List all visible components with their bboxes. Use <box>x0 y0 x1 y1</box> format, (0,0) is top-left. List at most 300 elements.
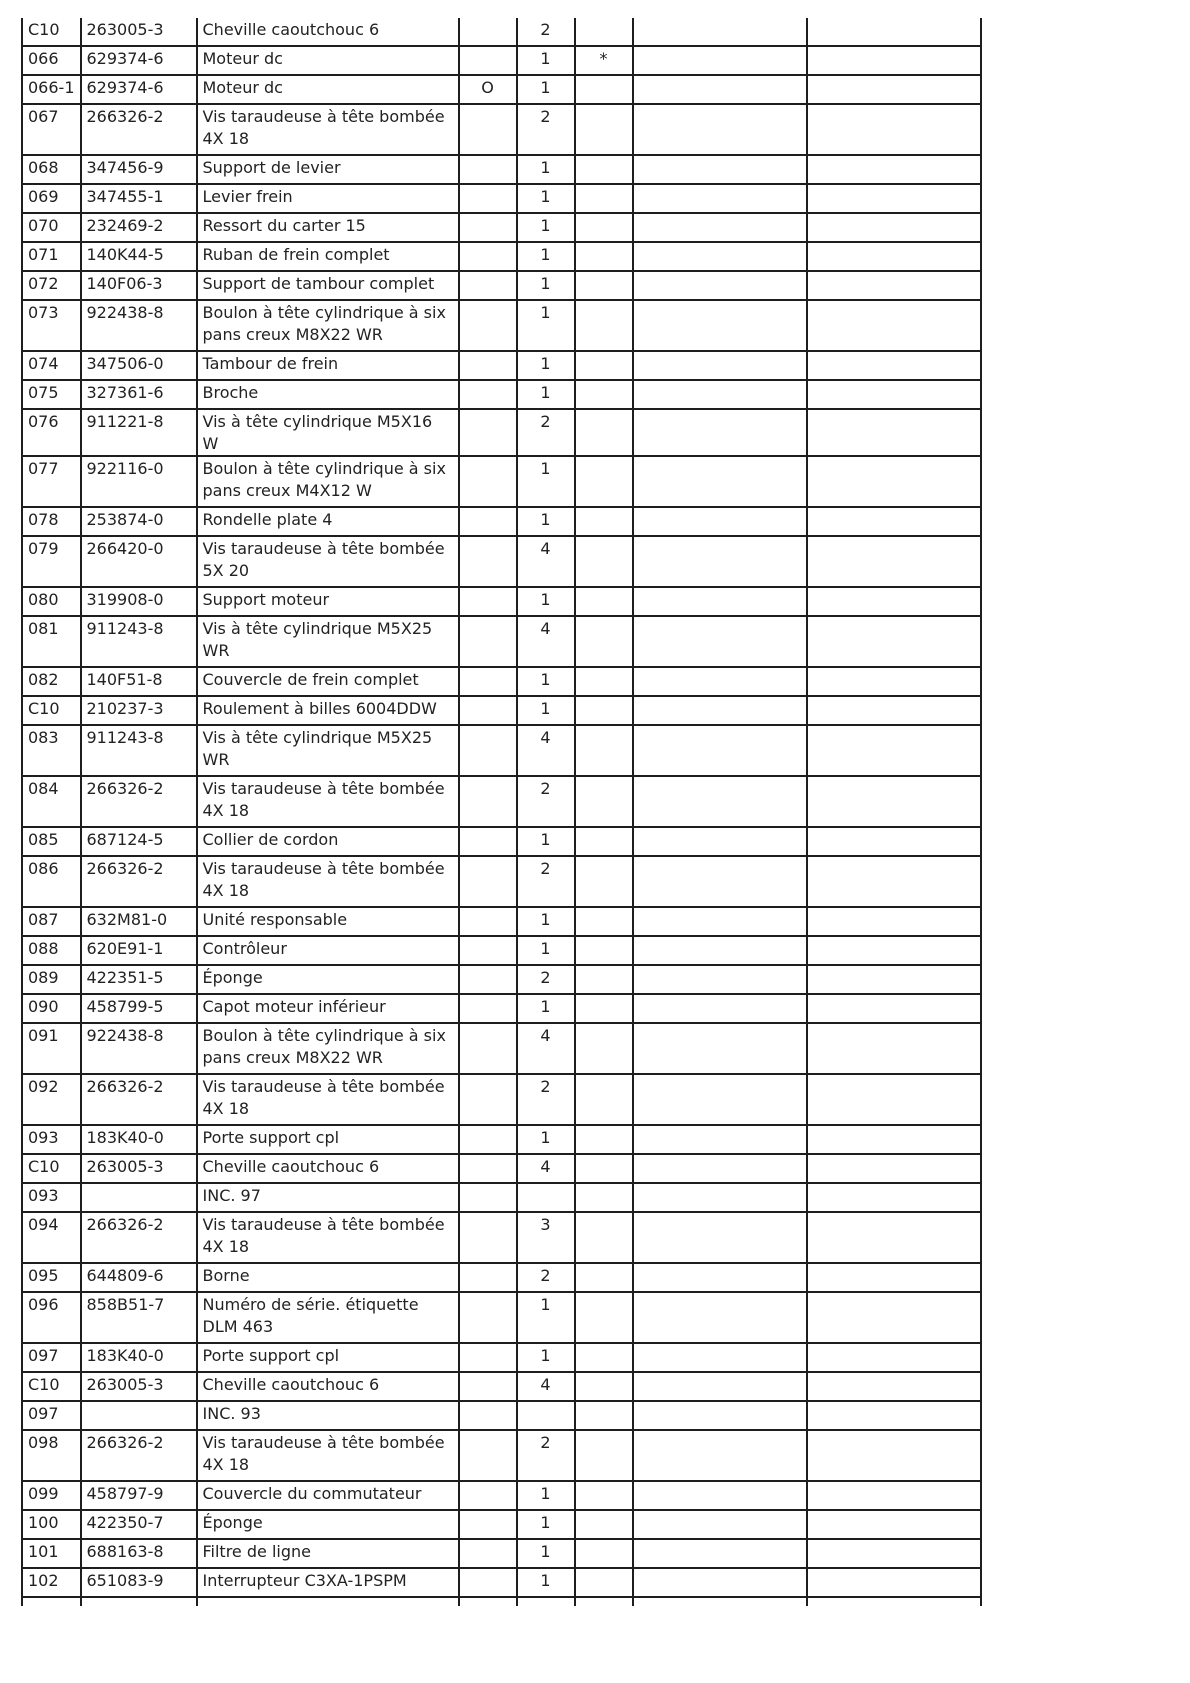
description-cell: Boulon à tête cylindrique à six pans creux M4X12 W <box>197 456 459 507</box>
table-row <box>22 696 981 725</box>
table-row <box>22 456 981 507</box>
description-cell: Interrupteur C3XA-1PSPM <box>197 1568 459 1597</box>
remark-cell <box>807 994 981 1023</box>
description-cell: Moteur dc <box>197 46 459 75</box>
quantity-cell: 1 <box>517 456 575 507</box>
remark-cell <box>807 1074 981 1125</box>
note-cell <box>633 409 807 456</box>
option-cell <box>459 1401 517 1430</box>
table-row <box>22 994 981 1023</box>
part-reference-cell: 263005-3 <box>81 1154 197 1183</box>
note-cell <box>633 155 807 184</box>
description-cell: Vis à tête cylindrique M5X25 WR <box>197 616 459 667</box>
item-number-cell: 068 <box>22 155 81 184</box>
change-mark-cell <box>575 536 633 587</box>
description-cell: Vis taraudeuse à tête bombée 4X 18 <box>197 1430 459 1481</box>
option-cell <box>459 271 517 300</box>
quantity-cell: 1 <box>517 46 575 75</box>
table-row-continuation <box>22 1597 981 1606</box>
remark-cell <box>807 725 981 776</box>
table-row <box>22 1372 981 1401</box>
description-cell: Vis taraudeuse à tête bombée 5X 20 <box>197 536 459 587</box>
part-reference-cell: 922438-8 <box>81 300 197 351</box>
option-cell <box>459 587 517 616</box>
description-cell: Cheville caoutchouc 6 <box>197 18 459 46</box>
note-cell <box>633 456 807 507</box>
table-row <box>22 965 981 994</box>
part-reference-cell: 629374-6 <box>81 75 197 104</box>
change-mark-cell <box>575 725 633 776</box>
description-cell: Cheville caoutchouc 6 <box>197 1154 459 1183</box>
note-cell <box>633 104 807 155</box>
continuation-cell <box>459 1597 517 1606</box>
remark-cell <box>807 46 981 75</box>
option-cell <box>459 907 517 936</box>
change-mark-cell <box>575 1343 633 1372</box>
continuation-cell <box>197 1597 459 1606</box>
option-cell <box>459 994 517 1023</box>
remark-cell <box>807 75 981 104</box>
table-row <box>22 75 981 104</box>
remark-cell <box>807 242 981 271</box>
part-reference-cell: 687124-5 <box>81 827 197 856</box>
option-cell <box>459 184 517 213</box>
note-cell <box>633 351 807 380</box>
remark-cell <box>807 104 981 155</box>
part-reference-cell: 140F06-3 <box>81 271 197 300</box>
note-cell <box>633 1125 807 1154</box>
description-cell: INC. 97 <box>197 1183 459 1212</box>
change-mark-cell <box>575 409 633 456</box>
part-reference-cell: 347455-1 <box>81 184 197 213</box>
description-cell: Moteur dc <box>197 75 459 104</box>
description-cell: Unité responsable <box>197 907 459 936</box>
table-row <box>22 667 981 696</box>
table-row <box>22 587 981 616</box>
part-reference-cell: 263005-3 <box>81 1372 197 1401</box>
table-row <box>22 1125 981 1154</box>
item-number-cell: 102 <box>22 1568 81 1597</box>
part-reference-cell <box>81 1401 197 1430</box>
description-cell: Ruban de frein complet <box>197 242 459 271</box>
note-cell <box>633 380 807 409</box>
item-number-cell: 085 <box>22 827 81 856</box>
option-cell <box>459 536 517 587</box>
part-reference-cell: 347456-9 <box>81 155 197 184</box>
part-reference-cell: 266326-2 <box>81 1212 197 1263</box>
part-reference-cell: 858B51-7 <box>81 1292 197 1343</box>
item-number-cell: C10 <box>22 18 81 46</box>
item-number-cell: 079 <box>22 536 81 587</box>
quantity-cell: 1 <box>517 184 575 213</box>
table-row <box>22 616 981 667</box>
table-row <box>22 242 981 271</box>
change-mark-cell <box>575 936 633 965</box>
note-cell <box>633 1372 807 1401</box>
change-mark-cell <box>575 776 633 827</box>
part-reference-cell: 458799-5 <box>81 994 197 1023</box>
part-reference-cell: 253874-0 <box>81 507 197 536</box>
part-reference-cell: 422351-5 <box>81 965 197 994</box>
continuation-cell <box>22 1597 81 1606</box>
change-mark-cell <box>575 587 633 616</box>
description-cell: Support moteur <box>197 587 459 616</box>
item-number-cell: 067 <box>22 104 81 155</box>
part-reference-cell: 183K40-0 <box>81 1125 197 1154</box>
option-cell <box>459 965 517 994</box>
note-cell <box>633 994 807 1023</box>
quantity-cell: 1 <box>517 1510 575 1539</box>
remark-cell <box>807 776 981 827</box>
part-reference-cell: 629374-6 <box>81 46 197 75</box>
quantity-cell: 1 <box>517 907 575 936</box>
part-reference-cell: 632M81-0 <box>81 907 197 936</box>
quantity-cell: 2 <box>517 104 575 155</box>
quantity-cell: 1 <box>517 351 575 380</box>
note-cell <box>633 1510 807 1539</box>
item-number-cell: 097 <box>22 1401 81 1430</box>
item-number-cell: 074 <box>22 351 81 380</box>
note-cell <box>633 856 807 907</box>
description-cell: Couvercle de frein complet <box>197 667 459 696</box>
option-cell <box>459 1023 517 1074</box>
change-mark-cell <box>575 456 633 507</box>
item-number-cell: 093 <box>22 1183 81 1212</box>
change-mark-cell <box>575 213 633 242</box>
part-reference-cell: 922438-8 <box>81 1023 197 1074</box>
note-cell <box>633 271 807 300</box>
option-cell <box>459 856 517 907</box>
description-cell: Rondelle plate 4 <box>197 507 459 536</box>
part-reference-cell: 911243-8 <box>81 616 197 667</box>
remark-cell <box>807 351 981 380</box>
continuation-cell <box>81 1597 197 1606</box>
table-row <box>22 1343 981 1372</box>
note-cell <box>633 1212 807 1263</box>
table-row <box>22 271 981 300</box>
note-cell <box>633 965 807 994</box>
change-mark-cell <box>575 1430 633 1481</box>
table-row <box>22 409 981 456</box>
remark-cell <box>807 380 981 409</box>
option-cell <box>459 1430 517 1481</box>
quantity-cell: 2 <box>517 965 575 994</box>
table-row <box>22 155 981 184</box>
quantity-cell: 2 <box>517 1074 575 1125</box>
description-cell: Collier de cordon <box>197 827 459 856</box>
note-cell <box>633 936 807 965</box>
item-number-cell: 072 <box>22 271 81 300</box>
item-number-cell: 092 <box>22 1074 81 1125</box>
item-number-cell: 075 <box>22 380 81 409</box>
part-reference-cell: 266326-2 <box>81 856 197 907</box>
quantity-cell: 1 <box>517 1125 575 1154</box>
quantity-cell: 2 <box>517 409 575 456</box>
option-cell <box>459 1539 517 1568</box>
quantity-cell <box>517 1401 575 1430</box>
remark-cell <box>807 1510 981 1539</box>
item-number-cell: 101 <box>22 1539 81 1568</box>
description-cell: Tambour de frein <box>197 351 459 380</box>
item-number-cell: 093 <box>22 1125 81 1154</box>
remark-cell <box>807 213 981 242</box>
table-row <box>22 1023 981 1074</box>
note-cell <box>633 1481 807 1510</box>
option-cell <box>459 104 517 155</box>
note-cell <box>633 827 807 856</box>
quantity-cell: 1 <box>517 213 575 242</box>
description-cell: Cheville caoutchouc 6 <box>197 1372 459 1401</box>
change-mark-cell <box>575 696 633 725</box>
table-row <box>22 1212 981 1263</box>
description-cell: Éponge <box>197 965 459 994</box>
change-mark-cell <box>575 1023 633 1074</box>
option-cell <box>459 1183 517 1212</box>
description-cell: Vis taraudeuse à tête bombée 4X 18 <box>197 856 459 907</box>
quantity-cell: 1 <box>517 75 575 104</box>
change-mark-cell <box>575 507 633 536</box>
table-row <box>22 725 981 776</box>
description-cell: Vis taraudeuse à tête bombée 4X 18 <box>197 104 459 155</box>
item-number-cell: 078 <box>22 507 81 536</box>
note-cell <box>633 300 807 351</box>
part-reference-cell: 183K40-0 <box>81 1343 197 1372</box>
parts-list-page <box>21 18 982 1606</box>
description-cell: Roulement à billes 6004DDW <box>197 696 459 725</box>
change-mark-cell: * <box>575 46 633 75</box>
item-number-cell: 073 <box>22 300 81 351</box>
part-reference-cell: 263005-3 <box>81 18 197 46</box>
continuation-cell <box>807 1597 981 1606</box>
note-cell <box>633 725 807 776</box>
change-mark-cell <box>575 856 633 907</box>
quantity-cell: 3 <box>517 1212 575 1263</box>
change-mark-cell <box>575 75 633 104</box>
quantity-cell: 1 <box>517 667 575 696</box>
remark-cell <box>807 907 981 936</box>
remark-cell <box>807 696 981 725</box>
quantity-cell: 1 <box>517 936 575 965</box>
description-cell: Vis à tête cylindrique M5X25 WR <box>197 725 459 776</box>
note-cell <box>633 587 807 616</box>
table-row <box>22 1430 981 1481</box>
quantity-cell: 4 <box>517 1372 575 1401</box>
table-row <box>22 827 981 856</box>
note-cell <box>633 1183 807 1212</box>
remark-cell <box>807 456 981 507</box>
option-cell <box>459 155 517 184</box>
quantity-cell: 4 <box>517 536 575 587</box>
item-number-cell: C10 <box>22 1372 81 1401</box>
remark-cell <box>807 155 981 184</box>
option-cell <box>459 827 517 856</box>
note-cell <box>633 184 807 213</box>
quantity-cell: 1 <box>517 380 575 409</box>
part-reference-cell: 911221-8 <box>81 409 197 456</box>
part-reference-cell: 327361-6 <box>81 380 197 409</box>
item-number-cell: 094 <box>22 1212 81 1263</box>
quantity-cell: 1 <box>517 271 575 300</box>
quantity-cell: 1 <box>517 1292 575 1343</box>
description-cell: Levier frein <box>197 184 459 213</box>
item-number-cell: 089 <box>22 965 81 994</box>
quantity-cell: 1 <box>517 507 575 536</box>
item-number-cell: 087 <box>22 907 81 936</box>
option-cell <box>459 1074 517 1125</box>
option-cell <box>459 409 517 456</box>
item-number-cell: C10 <box>22 696 81 725</box>
table-row <box>22 184 981 213</box>
note-cell <box>633 75 807 104</box>
change-mark-cell <box>575 155 633 184</box>
option-cell <box>459 1343 517 1372</box>
quantity-cell: 1 <box>517 587 575 616</box>
item-number-cell: 088 <box>22 936 81 965</box>
table-row <box>22 104 981 155</box>
description-cell: Capot moteur inférieur <box>197 994 459 1023</box>
quantity-cell: 1 <box>517 1539 575 1568</box>
description-cell: Borne <box>197 1263 459 1292</box>
remark-cell <box>807 1539 981 1568</box>
remark-cell <box>807 1212 981 1263</box>
option-cell <box>459 1372 517 1401</box>
table-row <box>22 46 981 75</box>
item-number-cell: 066 <box>22 46 81 75</box>
item-number-cell: 071 <box>22 242 81 271</box>
quantity-cell: 2 <box>517 18 575 46</box>
quantity-cell: 4 <box>517 616 575 667</box>
part-reference-cell: 266326-2 <box>81 104 197 155</box>
part-reference-cell: 911243-8 <box>81 725 197 776</box>
change-mark-cell <box>575 271 633 300</box>
note-cell <box>633 1074 807 1125</box>
change-mark-cell <box>575 1183 633 1212</box>
part-reference-cell: 232469-2 <box>81 213 197 242</box>
note-cell <box>633 1263 807 1292</box>
note-cell <box>633 507 807 536</box>
remark-cell <box>807 587 981 616</box>
description-cell: Boulon à tête cylindrique à six pans creux M8X22 WR <box>197 300 459 351</box>
description-cell: Vis à tête cylindrique M5X16 W <box>197 409 459 456</box>
description-cell: INC. 93 <box>197 1401 459 1430</box>
table-row <box>22 1183 981 1212</box>
item-number-cell: 076 <box>22 409 81 456</box>
change-mark-cell <box>575 1125 633 1154</box>
change-mark-cell <box>575 300 633 351</box>
note-cell <box>633 1401 807 1430</box>
quantity-cell: 4 <box>517 725 575 776</box>
part-reference-cell: 347506-0 <box>81 351 197 380</box>
part-reference-cell: 422350-7 <box>81 1510 197 1539</box>
remark-cell <box>807 856 981 907</box>
table-row <box>22 18 981 46</box>
change-mark-cell <box>575 1263 633 1292</box>
remark-cell <box>807 18 981 46</box>
table-row <box>22 1401 981 1430</box>
remark-cell <box>807 965 981 994</box>
item-number-cell: 081 <box>22 616 81 667</box>
option-cell <box>459 725 517 776</box>
remark-cell <box>807 300 981 351</box>
option-cell <box>459 667 517 696</box>
item-number-cell: 090 <box>22 994 81 1023</box>
change-mark-cell <box>575 1401 633 1430</box>
part-reference-cell <box>81 1183 197 1212</box>
change-mark-cell <box>575 907 633 936</box>
item-number-cell: 077 <box>22 456 81 507</box>
option-cell <box>459 242 517 271</box>
option-cell <box>459 507 517 536</box>
table-row <box>22 856 981 907</box>
remark-cell <box>807 1125 981 1154</box>
table-row <box>22 351 981 380</box>
part-reference-cell: 266420-0 <box>81 536 197 587</box>
item-number-cell: C10 <box>22 1154 81 1183</box>
part-reference-cell: 688163-8 <box>81 1539 197 1568</box>
description-cell: Porte support cpl <box>197 1125 459 1154</box>
item-number-cell: 099 <box>22 1481 81 1510</box>
remark-cell <box>807 616 981 667</box>
option-cell <box>459 351 517 380</box>
table-row <box>22 1481 981 1510</box>
description-cell: Boulon à tête cylindrique à six pans creux M8X22 WR <box>197 1023 459 1074</box>
option-cell <box>459 380 517 409</box>
item-number-cell: 091 <box>22 1023 81 1074</box>
remark-cell <box>807 184 981 213</box>
remark-cell <box>807 1292 981 1343</box>
change-mark-cell <box>575 616 633 667</box>
remark-cell <box>807 1568 981 1597</box>
remark-cell <box>807 1343 981 1372</box>
remark-cell <box>807 936 981 965</box>
description-cell: Numéro de série. étiquette DLM 463 <box>197 1292 459 1343</box>
option-cell <box>459 696 517 725</box>
part-reference-cell: 140F51-8 <box>81 667 197 696</box>
note-cell <box>633 242 807 271</box>
parts-table <box>21 18 982 1606</box>
remark-cell <box>807 536 981 587</box>
part-reference-cell: 319908-0 <box>81 587 197 616</box>
change-mark-cell <box>575 965 633 994</box>
part-reference-cell: 644809-6 <box>81 1263 197 1292</box>
quantity-cell: 1 <box>517 1568 575 1597</box>
table-row <box>22 507 981 536</box>
description-cell: Éponge <box>197 1510 459 1539</box>
table-row <box>22 1292 981 1343</box>
quantity-cell: 2 <box>517 1430 575 1481</box>
table-row <box>22 300 981 351</box>
option-cell <box>459 1292 517 1343</box>
continuation-cell <box>575 1597 633 1606</box>
table-row <box>22 536 981 587</box>
description-cell: Ressort du carter 15 <box>197 213 459 242</box>
item-number-cell: 083 <box>22 725 81 776</box>
note-cell <box>633 616 807 667</box>
option-cell <box>459 213 517 242</box>
quantity-cell: 4 <box>517 1023 575 1074</box>
note-cell <box>633 1568 807 1597</box>
option-cell <box>459 1212 517 1263</box>
quantity-cell: 2 <box>517 776 575 827</box>
table-row <box>22 1263 981 1292</box>
item-number-cell: 100 <box>22 1510 81 1539</box>
change-mark-cell <box>575 1074 633 1125</box>
remark-cell <box>807 507 981 536</box>
option-cell <box>459 1125 517 1154</box>
description-cell: Broche <box>197 380 459 409</box>
item-number-cell: 095 <box>22 1263 81 1292</box>
item-number-cell: 097 <box>22 1343 81 1372</box>
